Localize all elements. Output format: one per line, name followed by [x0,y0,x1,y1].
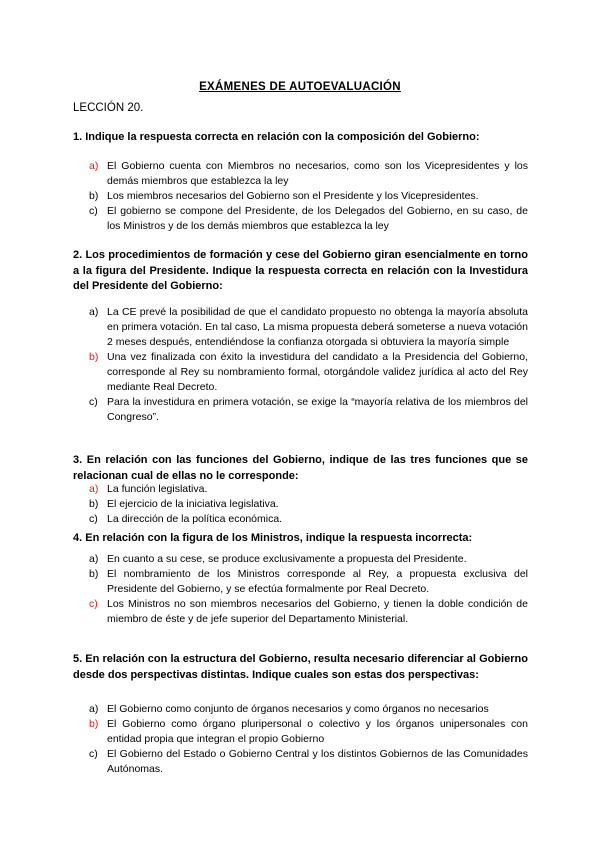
page-title: EXÁMENES DE AUTOEVALUACIÓN [199,81,401,93]
option-5b [73,717,528,747]
question-1: 1. Indique la respuesta correcta en relación con la composición del Gobierno: [73,131,480,143]
option-4b [73,567,528,597]
option-text: El nombramiento de los Ministros corresponde al Rey, a propuesta exclusiva del Presidente del Gobierno, y se efectúa formalmente por Real Decreto. [107,568,528,595]
option-letter: c) [89,513,98,525]
option-2b [73,350,528,395]
option-text: La CE prevé la posibilidad de que el candidato propuesto no obtenga la mayoría absoluta en primera votación. En tal caso, La misma propuesta deberá someterse a nueva votación 2 meses después, entendiéndose la confianza otorgada si obtuviera la mayoría simple [107,306,528,348]
question-1-options [73,159,528,234]
option-letter: a) [89,160,99,172]
question-3-options [73,482,528,527]
option-text: Una vez finalizada con éxito la investidura del candidato a la Presidencia del Gobierno, corresponde al Rey su nombramiento formal, otorgándole validez jurídica al acto del Rey mediante Real Decreto. [107,351,528,393]
option-text: El Gobierno del Estado o Gobierno Central y los distintos Gobiernos de las Comunidades Autónomas. [107,748,528,775]
option-1b [73,189,528,204]
question-4: 4. En relación con la figura de los Ministros, indique la respuesta incorrecta: [73,532,473,544]
option-letter: b) [89,190,99,202]
option-letter: a) [89,306,99,318]
option-letter: b) [89,498,99,510]
option-letter: b) [89,718,99,730]
option-letter: b) [89,568,99,580]
option-letter: b) [89,351,99,363]
option-text: El Gobierno como conjunto de órganos necesarios y como órganos no necesarios [107,703,489,715]
option-text: El gobierno se compone del Presidente, de los Delegados del Gobierno, en su caso, de los Ministros y de los demás miembros que establezca la ley [107,205,528,232]
option-4c [73,597,528,627]
option-text: La función legislativa. [107,483,208,495]
option-letter: a) [89,483,99,495]
option-3a [73,482,528,497]
option-letter: a) [89,553,99,565]
question-2: 2. Los procedimientos de formación y cese del Gobierno giran esencialmente en torno a la figura del Presidente. Indique la respuesta correcta en relación con la Investidura del Presidente del Gobierno: [73,249,528,292]
option-3b [73,497,528,512]
option-text: El ejercicio de la iniciativa legislativa. [107,498,279,510]
option-5a [73,702,528,717]
option-3c [73,512,528,527]
option-5c [73,747,528,777]
question-5-options [73,702,528,777]
option-text: Los Ministros no son miembros necesarios del Gobierno, y tienen la doble condición de miembro de éste y de jefe superior del Departamento Ministerial. [107,598,528,625]
option-4a [73,552,528,567]
option-1a [73,159,528,189]
option-letter: c) [89,748,98,760]
question-2-options [73,305,528,425]
question-4-options [73,552,528,627]
question-3: 3. En relación con las funciones del Gobierno, indique de las tres funciones que se relacionan cual de ellas no le corresponde: [73,454,528,482]
option-2a [73,305,528,350]
option-text: Los miembros necesarios del Gobierno son el Presidente y los Vicepresidentes. [107,190,479,202]
lesson-label: LECCIÓN 20. [73,102,144,114]
option-text: En cuanto a su cese, se produce exclusivamente a propuesta del Presidente. [107,553,467,565]
option-letter: c) [89,396,98,408]
option-1c [73,204,528,234]
option-letter: c) [89,205,98,217]
option-letter: c) [89,598,98,610]
option-text: El Gobierno como órgano pluripersonal o colectivo y los órganos unipersonales con entidad propia que integran el propio Gobierno [107,718,528,745]
option-text: La dirección de la política económica. [107,513,283,525]
option-text: El Gobierno cuenta con Miembros no necesarios, como son los Vicepresidentes y los demás miembros que establezca la ley [107,160,528,187]
question-5: 5. En relación con la estructura del Gobierno, resulta necesario diferenciar al Gobierno desde dos perspectivas distintas. Indique cuales son estas dos perspectivas: [73,653,528,681]
option-text: Para la investidura en primera votación, se exige la “mayoría relativa de los miembros del Congreso”. [107,396,528,423]
option-2c [73,395,528,425]
option-letter: a) [89,703,99,715]
